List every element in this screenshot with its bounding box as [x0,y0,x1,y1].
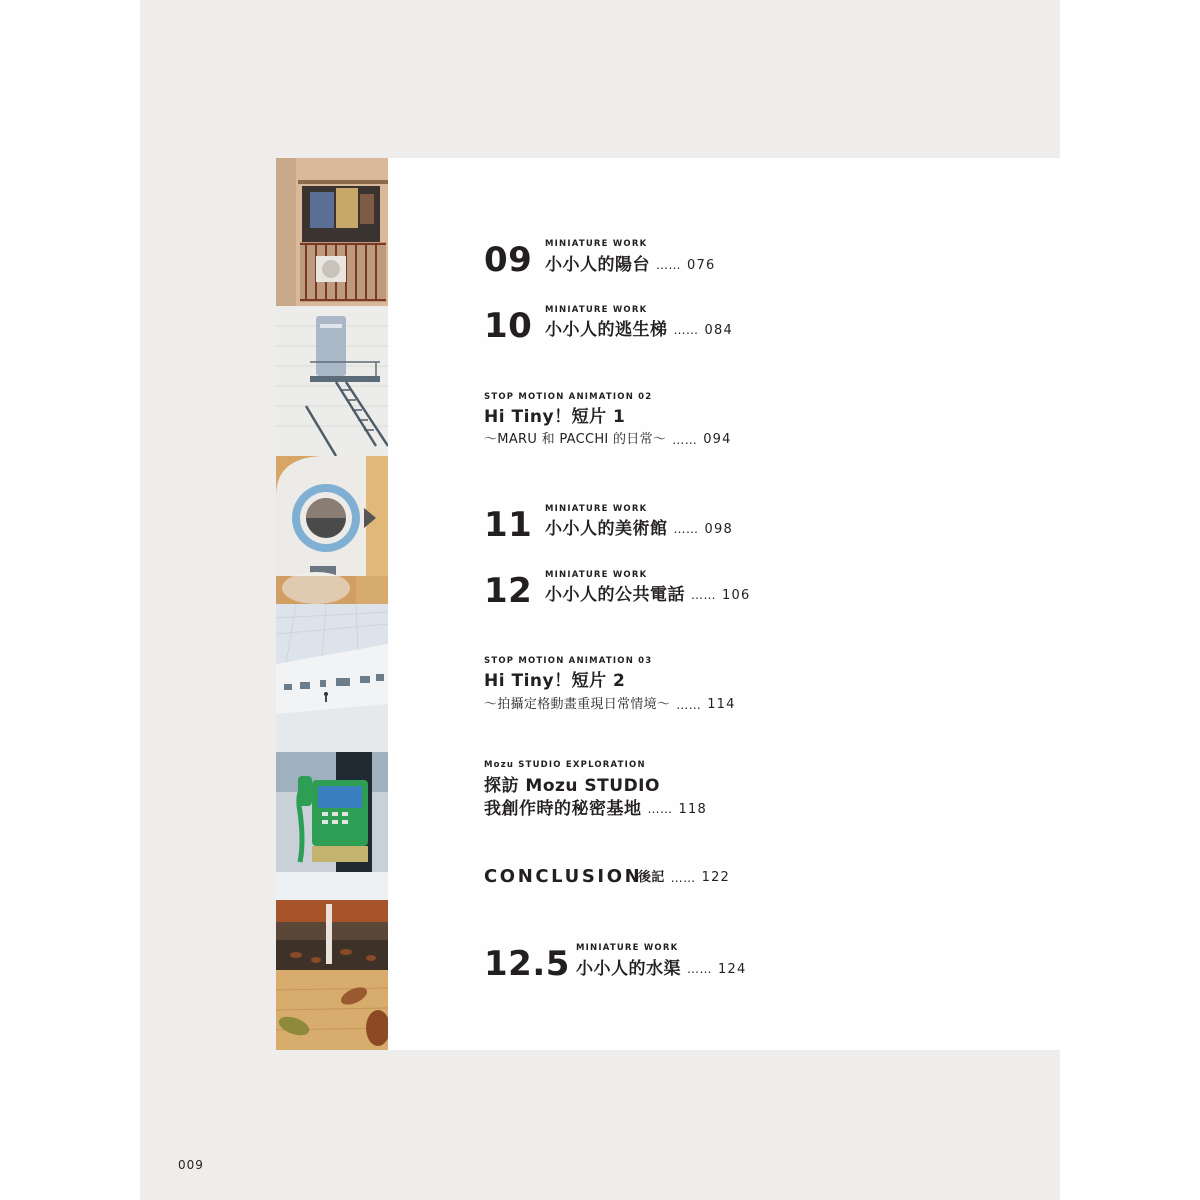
chapter-number: 10 [484,306,533,346]
payphone-photo [276,752,388,900]
page-number: 084 [704,322,733,338]
chapter-title: 小小人的陽台 …… 076 [545,255,716,275]
chapter-number: 11 [484,505,533,545]
section-tag: STOP MOTION ANIMATION 02 [484,392,653,402]
section-tag: MINIATURE WORK [545,305,648,315]
page-number: 118 [678,801,707,817]
section-subtitle: ～MARU 和 PACCHI 的日常～ …… 094 [484,432,732,447]
chapter-number: 12.5 [484,944,570,984]
section-title: 探訪 Mozu STUDIO [484,776,660,796]
section-tag: Mozu STUDIO EXPLORATION [484,760,646,770]
chapter-title: 小小人的水渠 …… 124 [576,959,747,979]
chapter-title: 小小人的逃生梯 …… 084 [545,320,733,340]
page-number: 122 [701,870,731,885]
page-number: 124 [718,961,747,977]
balcony-photo [276,158,388,306]
section-tag: MINIATURE WORK [545,570,648,580]
chapter-title: 小小人的美術館 …… 098 [545,519,733,539]
robot-photo [276,456,388,604]
chapter-title: 小小人的公共電話 …… 106 [545,585,751,605]
page-folio: 009 [178,1158,204,1172]
section-tag: MINIATURE WORK [576,943,679,953]
page-number: 114 [707,697,736,712]
section-title: Hi Tiny！短片 1 [484,407,626,427]
page-number: 098 [704,521,733,537]
gutter-photo [276,900,388,1050]
page-number: 094 [703,432,732,447]
section-tag: MINIATURE WORK [545,504,648,514]
conclusion-heading: CONCLUSION [484,866,643,887]
gallery-photo [276,604,388,752]
chapter-number: 09 [484,240,533,280]
section-title: Hi Tiny！短片 2 [484,671,626,691]
fire-escape-photo [276,306,388,456]
section-subtitle: 我創作時的秘密基地 …… 118 [484,799,707,819]
section-subtitle: ～拍攝定格動畫重現日常情境～ …… 114 [484,697,736,712]
conclusion-title: 後記 …… 122 [638,870,731,885]
page-number: 106 [722,587,751,603]
photo-strip [276,158,388,1050]
page-number: 076 [687,257,716,273]
chapter-number: 12 [484,571,533,611]
section-tag: MINIATURE WORK [545,239,648,249]
section-tag: STOP MOTION ANIMATION 03 [484,656,653,666]
